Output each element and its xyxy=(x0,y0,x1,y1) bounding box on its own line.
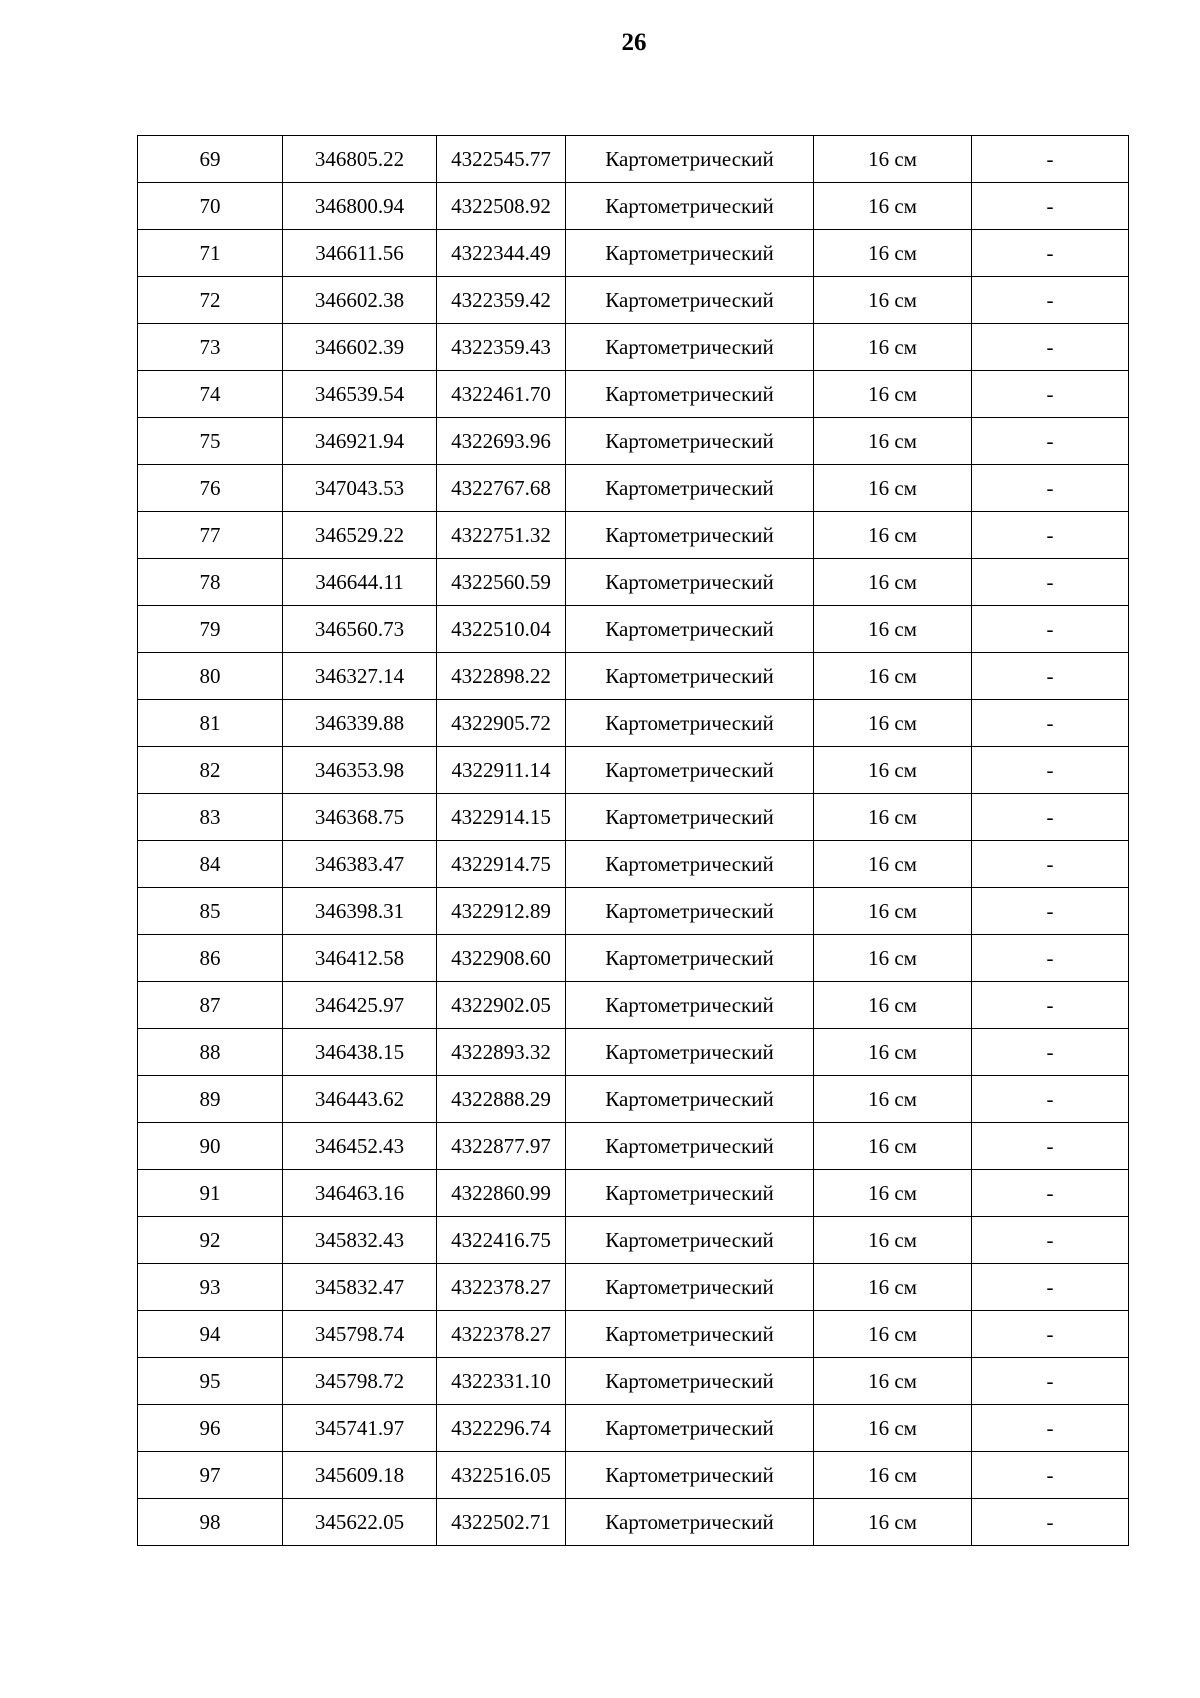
table-row xyxy=(138,1311,1129,1358)
y-coordinate-cell: 4322344.49 xyxy=(437,230,566,277)
y-coordinate-cell: 4322767.68 xyxy=(437,465,566,512)
x-coordinate-cell: 346800.94 xyxy=(283,183,437,230)
accuracy-cell: 16 см xyxy=(814,1123,972,1170)
y-coordinate-cell: 4322911.14 xyxy=(437,747,566,794)
x-coordinate-cell: 346560.73 xyxy=(283,606,437,653)
accuracy-cell: 16 см xyxy=(814,324,972,371)
table-row xyxy=(138,371,1129,418)
table-row xyxy=(138,1358,1129,1405)
point-number-cell: 88 xyxy=(138,1029,283,1076)
accuracy-cell: 16 см xyxy=(814,1170,972,1217)
table-row xyxy=(138,747,1129,794)
x-coordinate-cell: 346368.75 xyxy=(283,794,437,841)
accuracy-cell: 16 см xyxy=(814,1452,972,1499)
note-cell: - xyxy=(972,324,1129,371)
y-coordinate-cell: 4322502.71 xyxy=(437,1499,566,1546)
note-cell: - xyxy=(972,136,1129,183)
accuracy-cell: 16 см xyxy=(814,1264,972,1311)
table-row xyxy=(138,1264,1129,1311)
table-row xyxy=(138,935,1129,982)
method-cell: Картометрический xyxy=(566,1358,814,1405)
method-cell: Картометрический xyxy=(566,418,814,465)
table-row xyxy=(138,700,1129,747)
method-cell: Картометрический xyxy=(566,794,814,841)
point-number-cell: 73 xyxy=(138,324,283,371)
accuracy-cell: 16 см xyxy=(814,371,972,418)
method-cell: Картометрический xyxy=(566,1311,814,1358)
point-number-cell: 97 xyxy=(138,1452,283,1499)
note-cell: - xyxy=(972,559,1129,606)
table-row xyxy=(138,606,1129,653)
note-cell: - xyxy=(972,1499,1129,1546)
y-coordinate-cell: 4322898.22 xyxy=(437,653,566,700)
y-coordinate-cell: 4322359.43 xyxy=(437,324,566,371)
point-number-cell: 78 xyxy=(138,559,283,606)
note-cell: - xyxy=(972,888,1129,935)
accuracy-cell: 16 см xyxy=(814,700,972,747)
table-row xyxy=(138,230,1129,277)
method-cell: Картометрический xyxy=(566,1217,814,1264)
accuracy-cell: 16 см xyxy=(814,794,972,841)
point-number-cell: 71 xyxy=(138,230,283,277)
method-cell: Картометрический xyxy=(566,888,814,935)
x-coordinate-cell: 346383.47 xyxy=(283,841,437,888)
accuracy-cell: 16 см xyxy=(814,465,972,512)
accuracy-cell: 16 см xyxy=(814,1029,972,1076)
y-coordinate-cell: 4322893.32 xyxy=(437,1029,566,1076)
note-cell: - xyxy=(972,1452,1129,1499)
x-coordinate-cell: 346529.22 xyxy=(283,512,437,559)
method-cell: Картометрический xyxy=(566,653,814,700)
accuracy-cell: 16 см xyxy=(814,747,972,794)
point-number-cell: 70 xyxy=(138,183,283,230)
table-row xyxy=(138,1076,1129,1123)
accuracy-cell: 16 см xyxy=(814,1311,972,1358)
accuracy-cell: 16 см xyxy=(814,888,972,935)
note-cell: - xyxy=(972,230,1129,277)
method-cell: Картометрический xyxy=(566,1123,814,1170)
point-number-cell: 86 xyxy=(138,935,283,982)
table-row xyxy=(138,841,1129,888)
table-row xyxy=(138,465,1129,512)
method-cell: Картометрический xyxy=(566,559,814,606)
x-coordinate-cell: 345609.18 xyxy=(283,1452,437,1499)
y-coordinate-cell: 4322914.15 xyxy=(437,794,566,841)
method-cell: Картометрический xyxy=(566,324,814,371)
accuracy-cell: 16 см xyxy=(814,512,972,559)
table-row xyxy=(138,794,1129,841)
note-cell: - xyxy=(972,1217,1129,1264)
table-row xyxy=(138,982,1129,1029)
point-number-cell: 69 xyxy=(138,136,283,183)
y-coordinate-cell: 4322378.27 xyxy=(437,1311,566,1358)
method-cell: Картометрический xyxy=(566,1170,814,1217)
method-cell: Картометрический xyxy=(566,512,814,559)
method-cell: Картометрический xyxy=(566,747,814,794)
method-cell: Картометрический xyxy=(566,982,814,1029)
note-cell: - xyxy=(972,1029,1129,1076)
y-coordinate-cell: 4322331.10 xyxy=(437,1358,566,1405)
point-number-cell: 80 xyxy=(138,653,283,700)
table-row xyxy=(138,888,1129,935)
method-cell: Картометрический xyxy=(566,1405,814,1452)
accuracy-cell: 16 см xyxy=(814,1499,972,1546)
note-cell: - xyxy=(972,183,1129,230)
accuracy-cell: 16 см xyxy=(814,136,972,183)
page-number: 26 xyxy=(621,29,647,56)
x-coordinate-cell: 346602.38 xyxy=(283,277,437,324)
y-coordinate-cell: 4322860.99 xyxy=(437,1170,566,1217)
method-cell: Картометрический xyxy=(566,1076,814,1123)
accuracy-cell: 16 см xyxy=(814,183,972,230)
x-coordinate-cell: 347043.53 xyxy=(283,465,437,512)
table-row xyxy=(138,277,1129,324)
method-cell: Картометрический xyxy=(566,700,814,747)
method-cell: Картометрический xyxy=(566,1029,814,1076)
y-coordinate-cell: 4322888.29 xyxy=(437,1076,566,1123)
point-number-cell: 77 xyxy=(138,512,283,559)
accuracy-cell: 16 см xyxy=(814,230,972,277)
table-row xyxy=(138,324,1129,371)
point-number-cell: 89 xyxy=(138,1076,283,1123)
point-number-cell: 93 xyxy=(138,1264,283,1311)
accuracy-cell: 16 см xyxy=(814,653,972,700)
point-number-cell: 83 xyxy=(138,794,283,841)
y-coordinate-cell: 4322508.92 xyxy=(437,183,566,230)
x-coordinate-cell: 345622.05 xyxy=(283,1499,437,1546)
y-coordinate-cell: 4322416.75 xyxy=(437,1217,566,1264)
x-coordinate-cell: 346921.94 xyxy=(283,418,437,465)
accuracy-cell: 16 см xyxy=(814,1358,972,1405)
point-number-cell: 74 xyxy=(138,371,283,418)
point-number-cell: 72 xyxy=(138,277,283,324)
coordinates-table xyxy=(137,135,1129,1546)
point-number-cell: 75 xyxy=(138,418,283,465)
x-coordinate-cell: 346644.11 xyxy=(283,559,437,606)
accuracy-cell: 16 см xyxy=(814,841,972,888)
note-cell: - xyxy=(972,700,1129,747)
method-cell: Картометрический xyxy=(566,277,814,324)
table-row xyxy=(138,1452,1129,1499)
y-coordinate-cell: 4322751.32 xyxy=(437,512,566,559)
table-row xyxy=(138,136,1129,183)
y-coordinate-cell: 4322902.05 xyxy=(437,982,566,1029)
x-coordinate-cell: 346611.56 xyxy=(283,230,437,277)
x-coordinate-cell: 345832.47 xyxy=(283,1264,437,1311)
point-number-cell: 90 xyxy=(138,1123,283,1170)
note-cell: - xyxy=(972,935,1129,982)
note-cell: - xyxy=(972,1076,1129,1123)
accuracy-cell: 16 см xyxy=(814,1405,972,1452)
y-coordinate-cell: 4322378.27 xyxy=(437,1264,566,1311)
y-coordinate-cell: 4322359.42 xyxy=(437,277,566,324)
accuracy-cell: 16 см xyxy=(814,982,972,1029)
y-coordinate-cell: 4322877.97 xyxy=(437,1123,566,1170)
table-row xyxy=(138,512,1129,559)
x-coordinate-cell: 346353.98 xyxy=(283,747,437,794)
method-cell: Картометрический xyxy=(566,1499,814,1546)
x-coordinate-cell: 346425.97 xyxy=(283,982,437,1029)
table-row xyxy=(138,183,1129,230)
x-coordinate-cell: 346443.62 xyxy=(283,1076,437,1123)
point-number-cell: 96 xyxy=(138,1405,283,1452)
x-coordinate-cell: 346327.14 xyxy=(283,653,437,700)
x-coordinate-cell: 345798.74 xyxy=(283,1311,437,1358)
table-row xyxy=(138,1405,1129,1452)
y-coordinate-cell: 4322296.74 xyxy=(437,1405,566,1452)
note-cell: - xyxy=(972,794,1129,841)
point-number-cell: 91 xyxy=(138,1170,283,1217)
x-coordinate-cell: 346339.88 xyxy=(283,700,437,747)
table-row xyxy=(138,418,1129,465)
method-cell: Картометрический xyxy=(566,136,814,183)
note-cell: - xyxy=(972,1405,1129,1452)
table-row xyxy=(138,1123,1129,1170)
accuracy-cell: 16 см xyxy=(814,559,972,606)
note-cell: - xyxy=(972,747,1129,794)
note-cell: - xyxy=(972,418,1129,465)
table-row xyxy=(138,1499,1129,1546)
note-cell: - xyxy=(972,1358,1129,1405)
note-cell: - xyxy=(972,277,1129,324)
point-number-cell: 81 xyxy=(138,700,283,747)
note-cell: - xyxy=(972,371,1129,418)
method-cell: Картометрический xyxy=(566,1452,814,1499)
method-cell: Картометрический xyxy=(566,606,814,653)
x-coordinate-cell: 346463.16 xyxy=(283,1170,437,1217)
point-number-cell: 92 xyxy=(138,1217,283,1264)
y-coordinate-cell: 4322461.70 xyxy=(437,371,566,418)
note-cell: - xyxy=(972,653,1129,700)
point-number-cell: 87 xyxy=(138,982,283,1029)
y-coordinate-cell: 4322908.60 xyxy=(437,935,566,982)
table-row xyxy=(138,1170,1129,1217)
method-cell: Картометрический xyxy=(566,183,814,230)
table-row xyxy=(138,1029,1129,1076)
note-cell: - xyxy=(972,1311,1129,1358)
x-coordinate-cell: 346539.54 xyxy=(283,371,437,418)
y-coordinate-cell: 4322693.96 xyxy=(437,418,566,465)
accuracy-cell: 16 см xyxy=(814,1217,972,1264)
y-coordinate-cell: 4322545.77 xyxy=(437,136,566,183)
accuracy-cell: 16 см xyxy=(814,277,972,324)
method-cell: Картометрический xyxy=(566,841,814,888)
x-coordinate-cell: 345798.72 xyxy=(283,1358,437,1405)
accuracy-cell: 16 см xyxy=(814,1076,972,1123)
x-coordinate-cell: 346452.43 xyxy=(283,1123,437,1170)
point-number-cell: 79 xyxy=(138,606,283,653)
point-number-cell: 76 xyxy=(138,465,283,512)
point-number-cell: 98 xyxy=(138,1499,283,1546)
note-cell: - xyxy=(972,606,1129,653)
accuracy-cell: 16 см xyxy=(814,606,972,653)
point-number-cell: 94 xyxy=(138,1311,283,1358)
note-cell: - xyxy=(972,512,1129,559)
point-number-cell: 82 xyxy=(138,747,283,794)
accuracy-cell: 16 см xyxy=(814,418,972,465)
x-coordinate-cell: 345832.43 xyxy=(283,1217,437,1264)
x-coordinate-cell: 346412.58 xyxy=(283,935,437,982)
x-coordinate-cell: 346398.31 xyxy=(283,888,437,935)
y-coordinate-cell: 4322560.59 xyxy=(437,559,566,606)
method-cell: Картометрический xyxy=(566,230,814,277)
y-coordinate-cell: 4322912.89 xyxy=(437,888,566,935)
method-cell: Картометрический xyxy=(566,1264,814,1311)
note-cell: - xyxy=(972,982,1129,1029)
y-coordinate-cell: 4322914.75 xyxy=(437,841,566,888)
note-cell: - xyxy=(972,1264,1129,1311)
method-cell: Картометрический xyxy=(566,371,814,418)
note-cell: - xyxy=(972,841,1129,888)
x-coordinate-cell: 346602.39 xyxy=(283,324,437,371)
table-row xyxy=(138,653,1129,700)
y-coordinate-cell: 4322510.04 xyxy=(437,606,566,653)
point-number-cell: 85 xyxy=(138,888,283,935)
x-coordinate-cell: 346438.15 xyxy=(283,1029,437,1076)
point-number-cell: 84 xyxy=(138,841,283,888)
method-cell: Картометрический xyxy=(566,465,814,512)
table-row xyxy=(138,1217,1129,1264)
y-coordinate-cell: 4322516.05 xyxy=(437,1452,566,1499)
note-cell: - xyxy=(972,465,1129,512)
x-coordinate-cell: 345741.97 xyxy=(283,1405,437,1452)
y-coordinate-cell: 4322905.72 xyxy=(437,700,566,747)
note-cell: - xyxy=(972,1123,1129,1170)
note-cell: - xyxy=(972,1170,1129,1217)
method-cell: Картометрический xyxy=(566,935,814,982)
point-number-cell: 95 xyxy=(138,1358,283,1405)
accuracy-cell: 16 см xyxy=(814,935,972,982)
table-row xyxy=(138,559,1129,606)
coordinates-table-body xyxy=(138,136,1129,1546)
x-coordinate-cell: 346805.22 xyxy=(283,136,437,183)
